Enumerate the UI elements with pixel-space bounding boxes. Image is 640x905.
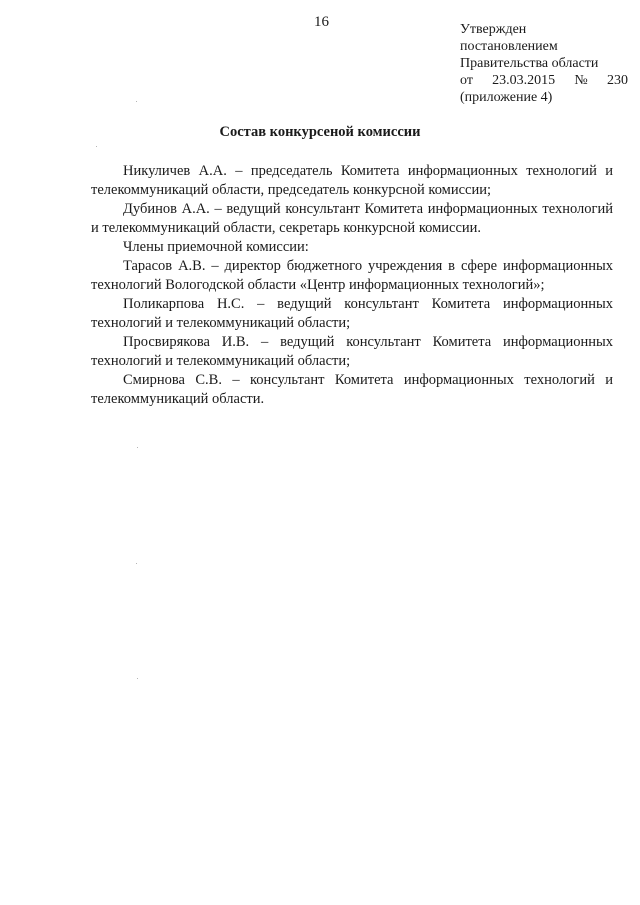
page-number: 16 <box>314 14 329 30</box>
member-paragraph: Тарасов А.В. – директор бюджетного учреждения в сфере информационных технологий Вологодской области «Центр информационных технологий»; <box>91 258 613 293</box>
approval-date: 23.03.2015 <box>492 73 556 88</box>
member-paragraph: Поликарпова Н.С. – ведущий консультант Комитета информационных технологий и телекоммуникаций области; <box>91 296 613 331</box>
approval-number: 230 <box>607 73 628 88</box>
approval-appendix: (приложение 4) <box>460 90 553 105</box>
approval-stamp <box>460 21 628 106</box>
scan-speck <box>96 146 97 147</box>
member-paragraph: Никуличев А.А. – председатель Комитета информационных технологий и телекоммуникаций области, председатель конкурсной комиссии; <box>91 163 613 198</box>
approval-line-decree: постановлением <box>460 39 558 54</box>
members-heading: Члены приемочной комиссии: <box>123 239 309 255</box>
scan-speck <box>137 447 138 448</box>
member-paragraph: Дубинов А.А. – ведущий консультант Комитета информационных технологий и телекоммуникаций области, секретарь конкурсной комиссии. <box>91 201 613 236</box>
scan-speck <box>137 678 138 679</box>
member-paragraph: Просвирякова И.В. – ведущий консультант Комитета информационных технологий и телекоммуникаций области; <box>91 334 613 369</box>
commission-members-list <box>91 162 613 409</box>
approval-line-government: Правительства области <box>460 56 599 71</box>
approval-line-approved: Утвержден <box>460 22 527 37</box>
approval-from-label: от <box>460 73 473 88</box>
scan-speck <box>136 563 137 564</box>
member-paragraph: Смирнова С.В. – консультант Комитета информационных технологий и телекоммуникаций области. <box>91 372 613 407</box>
approval-date-number <box>460 72 628 89</box>
scan-speck <box>136 101 137 102</box>
document-title: Состав конкурсеной комиссии <box>219 124 421 140</box>
approval-number-label: № <box>574 73 588 88</box>
